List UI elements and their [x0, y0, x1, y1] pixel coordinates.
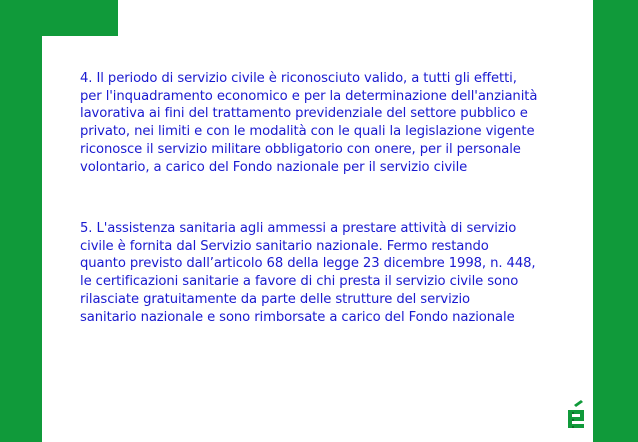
- top-left-green-block: [42, 0, 118, 36]
- slide-content: [42, 36, 593, 442]
- e-accent-logo-icon: [565, 400, 587, 430]
- right-green-bar: [593, 0, 638, 442]
- left-green-bar: [0, 0, 42, 442]
- paragraph-article-5: 5. L'assistenza sanitaria agli ammessi a prestare attività di servizio civile è fornita dal Servizio sanitario nazionale. Fermo restando quanto previsto dall’articolo 68 della legge 23 dicembre 1998, n. 448, le certificazioni sanitarie a favore di chi presta il servizio civile sono rilasciate gratuitamente da parte delle strutture del servizio sanitario nazionale e sono rimborsate a carico del Fondo nazionale: [80, 221, 536, 325]
- paragraph-article-4: 4. Il periodo di servizio civile è riconosciuto valido, a tutti gli effetti, per l'inquadramento economico e per la determinazione dell'anzianità lavorativa ai fini del trattamento previdenziale del settore pubblico e privato, nei limiti e con le modalità con le quali la legislazione vigente riconosce il servizio militare obbligatorio con onere, per il personale volontario, a carico del Fondo nazionale per il servizio civile: [80, 71, 538, 175]
